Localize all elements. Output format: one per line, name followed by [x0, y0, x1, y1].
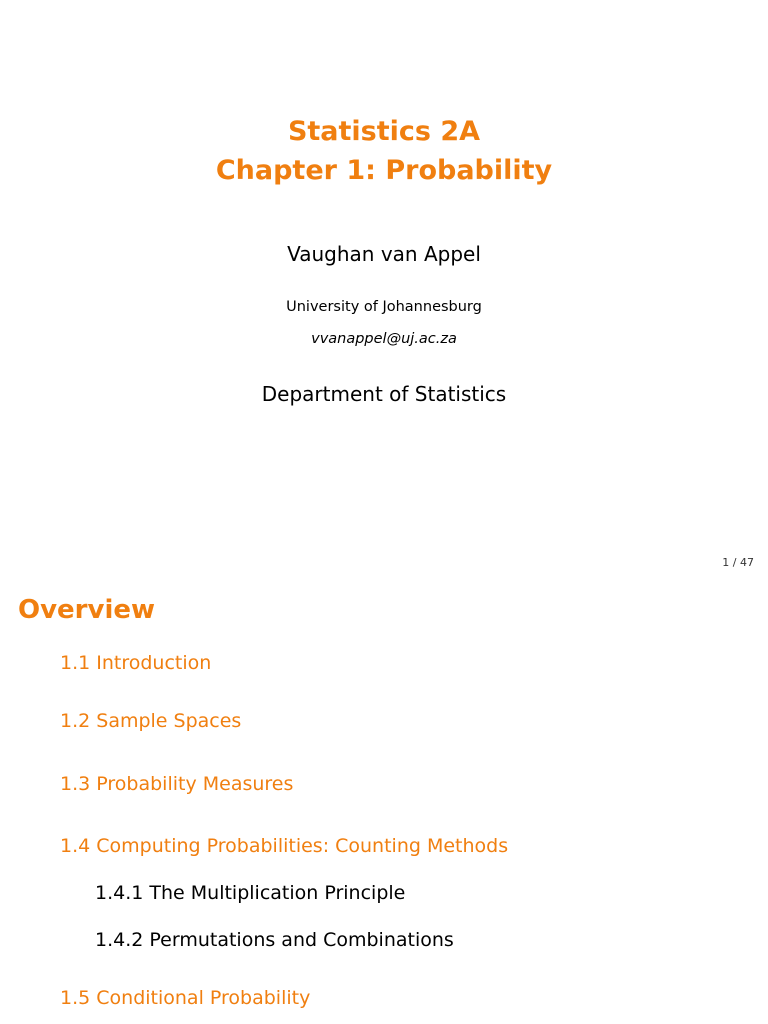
presentation-title: Statistics 2A [287, 116, 481, 147]
overview-title: Overview [18, 595, 156, 625]
toc-item-sample-spaces[interactable]: 1.2 Sample Spaces [60, 710, 242, 732]
toc-item-multiplication-principle[interactable]: 1.4.1 The Multiplication Principle [95, 882, 406, 904]
toc-item-probability-measures[interactable]: 1.3 Probability Measures [60, 773, 294, 795]
page-number: 1 / 47 [722, 556, 754, 569]
toc-item-counting-methods[interactable]: 1.4 Computing Probabilities: Counting Methods [60, 835, 509, 857]
institute-name: University of Johannesburg [286, 299, 482, 315]
toc-item-permutations-combinations[interactable]: 1.4.2 Permutations and Combinations [95, 929, 454, 951]
author-email[interactable]: vvanappel@uj.ac.za [311, 331, 457, 347]
author-name: Vaughan van Appel [287, 242, 481, 266]
toc-item-conditional-probability[interactable]: 1.5 Conditional Probability [60, 987, 311, 1009]
department-name: Department of Statistics [261, 382, 507, 406]
overview-slide [0, 580, 768, 1024]
toc-item-introduction[interactable]: 1.1 Introduction [60, 652, 212, 674]
chapter-title: Chapter 1: Probability [215, 155, 553, 186]
